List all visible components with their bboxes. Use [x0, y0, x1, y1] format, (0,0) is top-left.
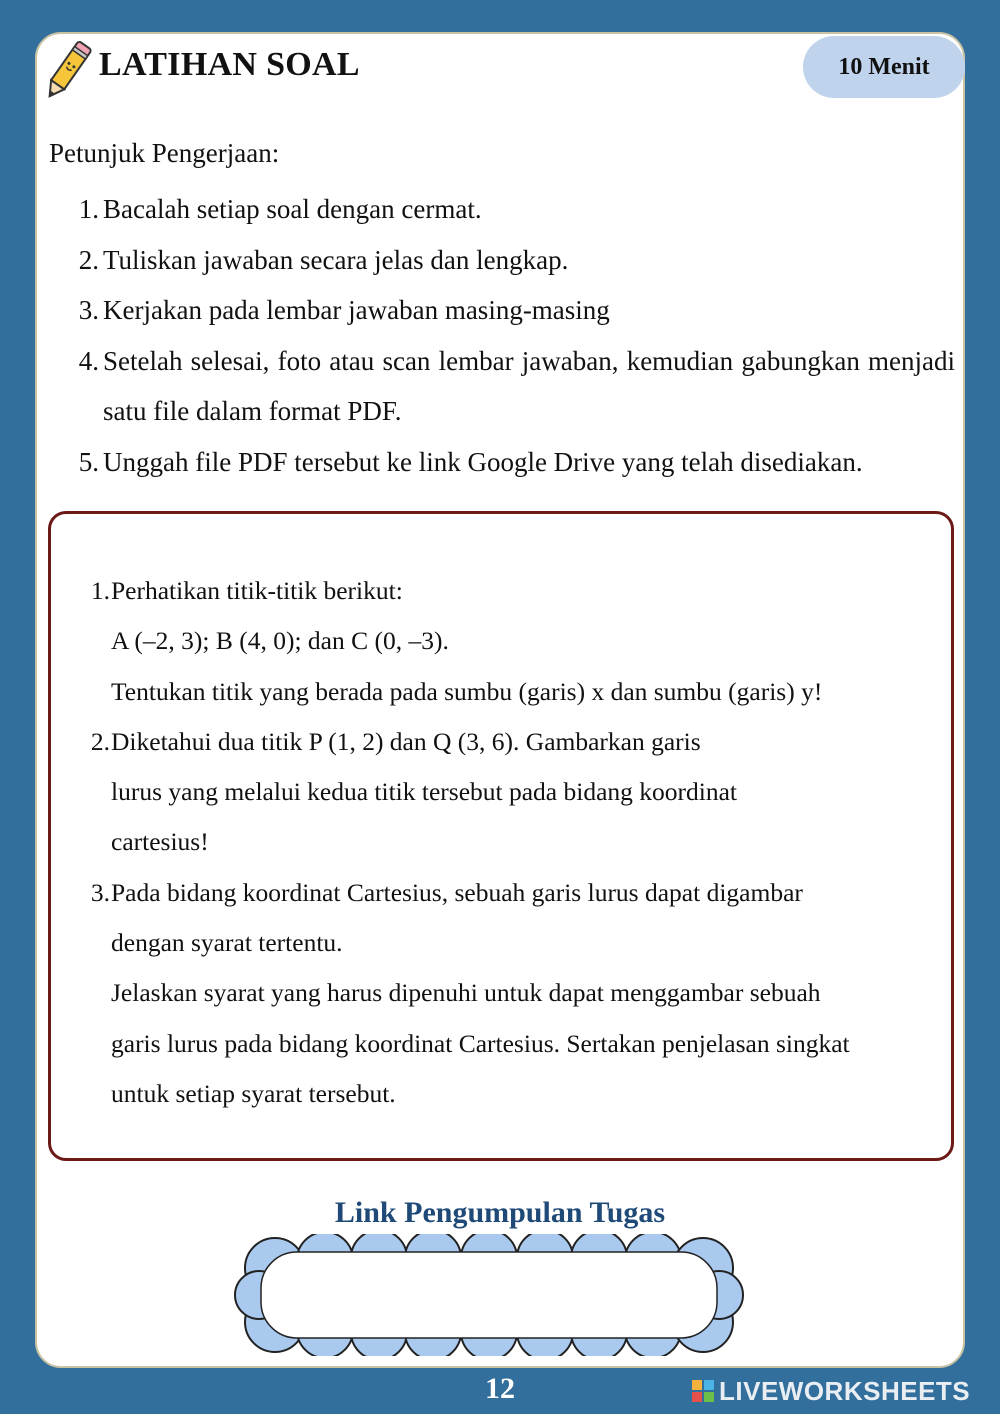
- list-item: [49, 285, 955, 336]
- item-text: Unggah file PDF tersebut ke link Google Drive yang telah disediakan.: [103, 446, 863, 477]
- list-item: [49, 235, 955, 286]
- instructions-list: [49, 184, 955, 487]
- page-title: LATIHAN SOAL: [99, 46, 360, 83]
- link-input-cloud[interactable]: [233, 1234, 745, 1356]
- question-number: 2.: [90, 726, 110, 756]
- question-item: [77, 566, 947, 717]
- question-line: Pada bidang koordinat Cartesius, sebuah garis lurus dapat digambar: [111, 877, 803, 907]
- time-badge: 10 Menit: [803, 36, 965, 98]
- question-number: 1.: [90, 576, 110, 605]
- question-line: garis lurus pada bidang koordinat Cartesius. Sertakan penjelasan singkat: [111, 1028, 850, 1058]
- item-number: 1.: [78, 194, 99, 224]
- item-number: 5.: [78, 446, 99, 477]
- item-text: Kerjakan pada lembar jawaban masing-masing: [103, 295, 610, 325]
- question-line: Diketahui dua titik P (1, 2) dan Q (3, 6). Gambarkan garis: [111, 726, 701, 756]
- question-line: dengan syarat tertentu.: [111, 928, 343, 958]
- page-number: 12: [485, 1372, 515, 1405]
- instructions-heading: Petunjuk Pengerjaan:: [49, 138, 280, 168]
- list-item: [49, 437, 955, 488]
- brand-logo: [692, 1374, 970, 1408]
- question-line: untuk setiap syarat tersebut.: [111, 1078, 396, 1108]
- item-text: Bacalah setiap soal dengan cermat.: [103, 194, 482, 224]
- item-number: 2.: [78, 244, 99, 275]
- item-text: Setelah selesai, foto atau scan lembar jawaban, kemudian gabungkan menjadi satu file dalam format PDF.: [103, 345, 955, 426]
- worksheet-page: [35, 32, 965, 1368]
- question-line: lurus yang melalui kedua titik tersebut pada bidang koordinat: [111, 777, 738, 807]
- question-number: 3.: [90, 877, 110, 907]
- list-item: [49, 184, 955, 235]
- question-line: cartesius!: [111, 827, 209, 857]
- item-text: Tuliskan jawaban secara jelas dan lengkap.: [103, 244, 569, 275]
- item-number: 4.: [78, 345, 99, 376]
- brand-text: LIVEWORKSHEETS: [719, 1375, 971, 1406]
- questions-list: [77, 566, 947, 1119]
- submission-title: Link Pengumpulan Tugas: [334, 1196, 666, 1229]
- question-line: A (–2, 3); B (4, 0); dan C (0, –3).: [111, 626, 449, 656]
- liveworksheets-icon: [692, 1380, 714, 1402]
- question-line: Tentukan titik yang berada pada sumbu (garis) x dan sumbu (garis) y!: [111, 676, 823, 706]
- question-line: Perhatikan titik-titik berikut:: [111, 576, 403, 605]
- list-item: [49, 336, 955, 437]
- item-number: 3.: [78, 295, 99, 325]
- question-item: [77, 868, 947, 1119]
- question-item: [77, 717, 947, 868]
- pencil-icon: [37, 34, 99, 106]
- questions-box: [48, 511, 954, 1161]
- question-line: Jelaskan syarat yang harus dipenuhi untuk dapat menggambar sebuah: [111, 978, 821, 1008]
